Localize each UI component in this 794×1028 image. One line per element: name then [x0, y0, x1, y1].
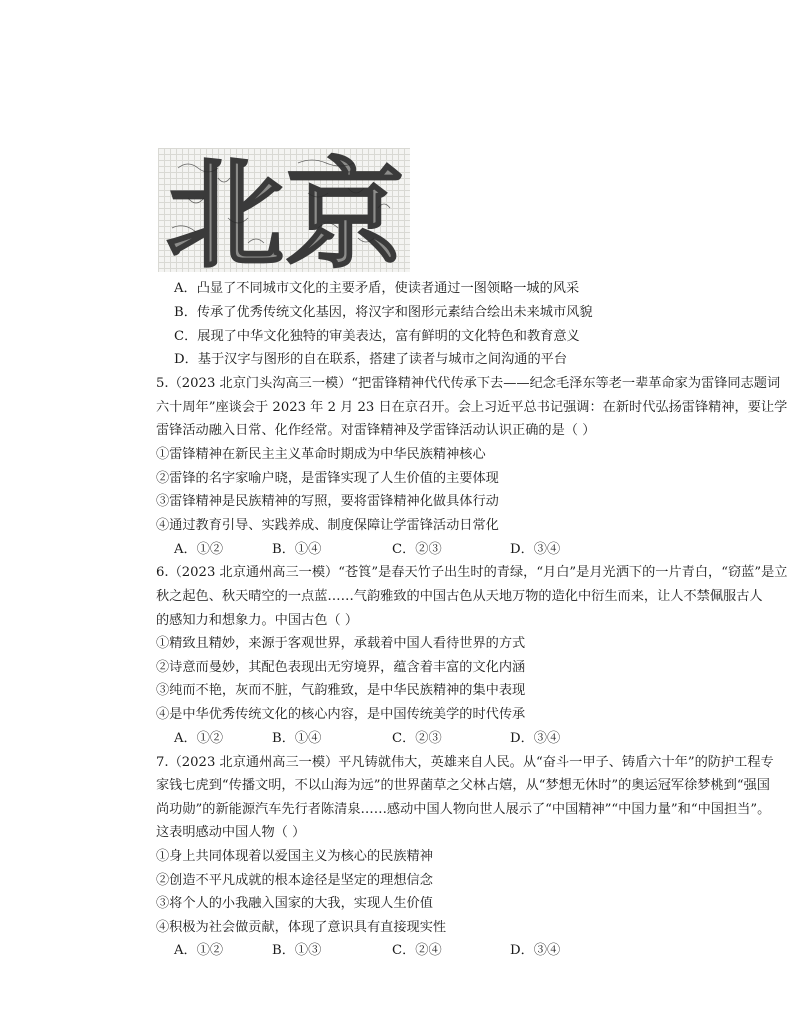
- q5-item-1: ①雷锋精神在新民主主义革命时期成为中华民族精神核心: [156, 447, 486, 462]
- q6-item-1: ①精致且精妙，来源于客观世界，承载着中国人看待世界的方式: [156, 636, 526, 651]
- q5-choice-b: B．①④: [272, 542, 322, 557]
- q7-stem-line-1: 7.（2023 北京通州高三一模）平凡铸就伟大，英雄来自人民。从“奋斗一甲子、铸盾六十年”的防护工程专: [156, 755, 774, 770]
- q5-item-4: ④通过教育引导、实践养成、制度保障让学雷锋活动日常化: [156, 518, 499, 533]
- q7-choice-a: A．①②: [174, 943, 224, 958]
- q7-stem-line-4: 这表明感动中国人物（ ）: [156, 825, 306, 840]
- q5-item-3: ③雷锋精神是民族精神的写照，要将雷锋精神化做具体行动: [156, 494, 499, 509]
- q5-stem-line-2: 六十周年”座谈会于 2023 年 2 月 23 日在京召开。会上习近平总书记强调：在新时代弘扬雷锋精神，要让学: [156, 400, 788, 415]
- q5-stem-line-1: 5.（2023 北京门头沟高三一模）“把雷锋精神代代传承下去——纪念毛泽东等老一辈革命家为雷锋同志题词: [156, 376, 781, 391]
- q6-item-2: ②诗意而曼妙，其配色表现出无穷境界，蕴含着丰富的文化内涵: [156, 660, 526, 675]
- q5-choice-d: D．③④: [510, 542, 561, 557]
- q7-item-2: ②创造不平凡成就的根本途径是坚定的理想信念: [156, 873, 433, 888]
- q4-option-b: B．传承了优秀传统文化基因，将汉字和图形元素结合绘出未来城市风貌: [174, 305, 593, 320]
- q6-stem-line-1: 6.（2023 北京通州高三一模）“苍筤”是春天竹子出生时的青绿，“月白”是月光洒下的一片青白，“窃蓝”是立: [156, 565, 788, 580]
- beijing-glyph-art: [158, 148, 410, 272]
- q6-item-3: ③纯而不艳，灰而不脏，气韵雅致，是中华民族精神的集中表现: [156, 683, 526, 698]
- q6-choice-c: C．②③: [392, 731, 442, 746]
- q4-option-c: C．展现了中华文化独特的审美表达，富有鲜明的文化特色和教育意义: [174, 329, 580, 344]
- q5-stem-line-3: 雷锋活动融入日常、化作经常。对雷锋精神及学雷锋活动认识正确的是（ ）: [156, 423, 596, 438]
- q6-stem-line-3: 的感知力和想象力。中国古色（ ）: [156, 613, 359, 628]
- q6-item-4: ④是中华优秀传统文化的核心内容，是中国传统美学的时代传承: [156, 707, 526, 722]
- q7-item-3: ③将个人的小我融入国家的大我，实现人生价值: [156, 896, 433, 911]
- beijing-character-illustration: [158, 148, 410, 272]
- glyph-jing: 京: [286, 148, 405, 272]
- glyph-bei: 北: [166, 148, 285, 272]
- q6-stem-line-2: 秋之起色、秋天晴空的一点蓝……气韵雅致的中国古色从天地万物的造化中衍生而来，让人不禁佩服古人: [156, 589, 763, 604]
- q7-stem-line-2: 家钱七虎到“传播文明，不以山海为远”的世界菌草之父林占熺，从“梦想无休时”的奥运冠军徐梦桃到“强国: [156, 778, 770, 793]
- q6-choice-d: D．③④: [510, 731, 561, 746]
- q6-choice-a: A．①②: [174, 731, 224, 746]
- q6-choice-b: B．①④: [272, 731, 322, 746]
- q5-item-2: ②雷锋的名字家喻户晓，是雷锋实现了人生价值的主要体现: [156, 471, 499, 486]
- q7-stem-line-3: 尚功勋”的新能源汽车先行者陈清泉……感动中国人物向世人展示了“中国精神”“中国力量”和“中国担当”。: [156, 802, 771, 817]
- q4-option-d: D．基于汉字与图形的自在联系，搭建了读者与城市之间沟通的平台: [174, 352, 568, 367]
- q7-choice-d: D．③④: [510, 943, 561, 958]
- q7-item-4: ④积极为社会做贡献，体现了意识具有直接现实性: [156, 920, 447, 935]
- q7-choice-b: B．①③: [272, 943, 322, 958]
- q5-choice-c: C．②③: [392, 542, 442, 557]
- q7-item-1: ①身上共同体现着以爱国主义为核心的民族精神: [156, 849, 433, 864]
- q5-choice-a: A．①②: [174, 542, 224, 557]
- q7-choice-c: C．②④: [392, 943, 442, 958]
- q4-option-a: A．凸显了不同城市文化的主要矛盾，使读者通过一图领略一城的风采: [174, 281, 580, 296]
